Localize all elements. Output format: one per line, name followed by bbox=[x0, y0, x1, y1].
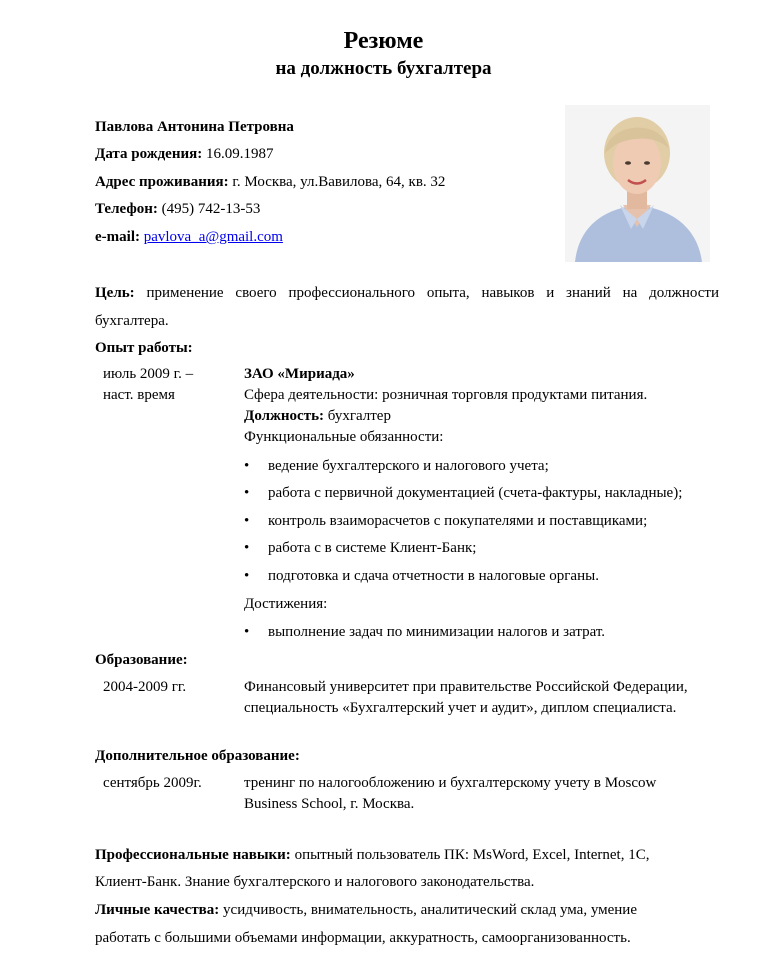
position: Должность: бухгалтер bbox=[244, 408, 391, 424]
education-period: 2004-2009 гг. bbox=[103, 679, 187, 695]
bullet-icon: • bbox=[244, 568, 250, 584]
phone-line: Телефон: (495) 742-13-53 bbox=[95, 201, 261, 217]
page-title: Резюме bbox=[343, 28, 424, 54]
full-name: Павлова Антонина Петровна bbox=[95, 119, 294, 135]
experience-heading: Опыт работы: bbox=[95, 340, 193, 356]
company-sphere: Сфера деятельности: розничная торговля продуктами питания. bbox=[244, 387, 648, 403]
skills-line-1: Профессиональные навыки: опытный пользователь ПК: MsWord, Excel, Internet, 1С, bbox=[95, 847, 650, 863]
goal-line-1: Цель: применение своего профессионального опыта, навыков и знаний на должности bbox=[95, 285, 719, 301]
birth-date-line: Дата рождения: 16.09.1987 bbox=[95, 146, 274, 162]
bullet-icon: • bbox=[244, 624, 250, 640]
duty-item: работа с в системе Клиент-Банк; bbox=[268, 540, 477, 556]
achievement-item: выполнение задач по минимизации налогов и затрат. bbox=[268, 624, 606, 640]
experience-period: июль 2009 г. – наст. время bbox=[103, 366, 194, 403]
email-line: e-mail: pavlova_a@gmail.com bbox=[95, 229, 283, 245]
qualities-line-1: Личные качества: усидчивость, внимательность, аналитический склад ума, умение bbox=[95, 902, 637, 918]
profile-photo bbox=[565, 105, 710, 262]
duty-item: работа с первичной документацией (счета-фактуры, накладные); bbox=[268, 485, 683, 501]
experience-details bbox=[244, 364, 647, 448]
education-heading: Образование: bbox=[95, 652, 188, 668]
additional-education-heading: Дополнительное образование: bbox=[95, 748, 300, 764]
bullet-icon: • bbox=[244, 485, 250, 501]
achievements-label: Достижения: bbox=[244, 596, 328, 612]
duty-item: ведение бухгалтерского и налогового учета; bbox=[268, 458, 549, 474]
duty-item: контроль взаиморасчетов с покупателями и поставщиками; bbox=[268, 513, 648, 529]
email-link[interactable]: pavlova_a@gmail.com bbox=[143, 229, 283, 245]
bullet-icon: • bbox=[244, 540, 250, 556]
page-subtitle: на должность бухгалтера bbox=[275, 58, 492, 79]
education-details: Финансовый университет при правительстве Российской Федерации, специальность «Бухгалтерский учет и аудит», диплом специалиста. bbox=[244, 679, 688, 716]
goal-line-2: бухгалтера. bbox=[95, 313, 169, 329]
skills-line-2: Клиент-Банк. Знание бухгалтерского и налогового законодательства. bbox=[95, 874, 535, 890]
bullet-icon: • bbox=[244, 513, 250, 529]
qualities-line-2: работать с большими объемами информации, аккуратность, самоорганизованность. bbox=[95, 930, 631, 946]
duties-label: Функциональные обязанности: bbox=[244, 429, 444, 445]
duty-item: подготовка и сдача отчетности в налоговые органы. bbox=[268, 568, 599, 584]
bullet-icon: • bbox=[244, 458, 250, 474]
company-name: ЗАО «Мириада» bbox=[244, 366, 355, 382]
additional-education-details: тренинг по налогообложению и бухгалтерскому учету в Moscow Business School, г. Москва. bbox=[244, 775, 657, 812]
address-line: Адрес проживания: г. Москва, ул.Вавилова, 64, кв. 32 bbox=[95, 174, 446, 190]
additional-education-period: сентябрь 2009г. bbox=[103, 775, 202, 791]
